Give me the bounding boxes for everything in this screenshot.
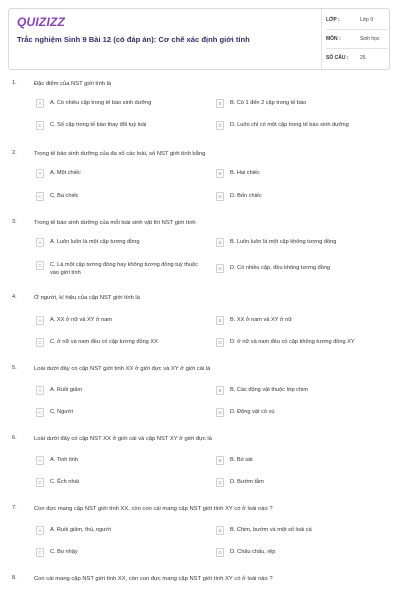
- option-letter-box: C: [36, 121, 44, 130]
- option-text: B. Luôn luôn là một cặp không tương đồng: [230, 239, 337, 245]
- option-text: C. Ba chiếc: [50, 193, 79, 199]
- question-number: 8.: [12, 575, 17, 581]
- question-text: Loài dưới đây có cặp NST giới tính XX ở giới đực và XY ở giới cái là: [34, 366, 211, 372]
- option-text: D. Luôn chỉ có một cặp trong tế bào sinh dưỡng: [230, 122, 349, 128]
- option-text: A. Ruồi giấm, thú, người: [50, 527, 111, 533]
- option-text: B. Có 1 đến 2 cặp trong tế bào: [230, 100, 307, 106]
- question-number: 4.: [12, 294, 17, 300]
- option-letter-box: B: [216, 316, 224, 325]
- option-letter-box: C: [36, 338, 44, 347]
- question-number: 2.: [12, 150, 17, 156]
- meta-row-class: [326, 11, 388, 30]
- option-letter-box: B: [216, 386, 224, 395]
- option-letter-box: C: [36, 192, 44, 201]
- option-letter-box: A: [36, 238, 44, 247]
- option-text: A. Luôn luôn là một cặp tương đồng: [50, 239, 140, 245]
- option-letter-box: B: [216, 456, 224, 465]
- question-text: Đặc điểm của NST giới tính là: [34, 81, 112, 87]
- question-text: Con cái mang cặp NST giới tính XX, còn con đực mang cặp NST giới tính XY có ở loài nào ?: [34, 576, 273, 582]
- option-letter-box: D: [216, 478, 224, 487]
- option-text: A. Ruồi giấm: [50, 387, 83, 393]
- option-text: A. Tinh tinh: [50, 457, 78, 463]
- option-text: D. Bướm tằm: [230, 479, 264, 485]
- option-letter-box: C: [36, 261, 44, 270]
- option-letter-box: C: [36, 548, 44, 557]
- question-number: 6.: [12, 435, 17, 441]
- question-number: 3.: [12, 219, 17, 225]
- worksheet-header: [8, 8, 390, 70]
- option-letter-box: C: [36, 408, 44, 417]
- meta-label: MÔN :: [326, 36, 341, 42]
- option-letter-box: D: [216, 338, 224, 347]
- option-text: D. Có nhiều cặp, đều không tương đồng: [230, 265, 331, 271]
- option-text: A. XX ở nữ và XY ở nam: [50, 317, 112, 323]
- option-letter-box: D: [216, 548, 224, 557]
- option-letter-box: C: [36, 478, 44, 487]
- meta-divider: [321, 9, 322, 69]
- meta-value: Sinh học: [360, 36, 380, 42]
- question-text: Loài dưới đây có cặp NST XX ở giới cái và cặp NST XY ở giới đực là: [34, 436, 212, 442]
- question-text: Ở người, kí hiệu của cặp NST giới tính là: [34, 295, 140, 301]
- meta-row-count: [326, 49, 388, 67]
- document-title: Trắc nghiệm Sinh 9 Bài 12 (có đáp án): Cơ chế xác định giới tính: [17, 35, 250, 44]
- question-text: Trong tế bào sinh dưỡng của đa số các loài, số NST giới tính bằng: [34, 151, 206, 157]
- question-number: 1.: [12, 80, 17, 86]
- option-letter-box: D: [216, 121, 224, 130]
- quizizz-logo: QUIZIZZ: [17, 15, 66, 29]
- option-text: D. Bốn chiếc: [230, 193, 262, 199]
- option-letter-box: B: [216, 169, 224, 178]
- option-letter-box: A: [36, 316, 44, 325]
- option-text: B. Chim, bướm và một số loài cá: [230, 527, 312, 533]
- option-letter-box: A: [36, 386, 44, 395]
- meta-label: SỐ CÂU :: [326, 55, 349, 61]
- option-letter-box: A: [36, 169, 44, 178]
- option-text: C. ở nữ và nam đều có cặp tương đồng XX: [50, 339, 158, 345]
- option-letter-box: B: [216, 526, 224, 535]
- meta-value: 25: [360, 55, 366, 61]
- option-text: C. Bọ nhậy: [50, 549, 78, 555]
- option-letter-box: D: [216, 408, 224, 417]
- question-text: Trong tế bào sinh dưỡng của mỗi loài sinh vật thì NST giới tính: [34, 220, 196, 226]
- meta-row-subject: [326, 30, 388, 49]
- option-text: C. Người: [50, 409, 73, 415]
- option-text: C. Ếch nhái: [50, 479, 79, 485]
- option-text: D. ở nữ và nam đều có cặp không tương đồng XY: [230, 339, 355, 345]
- question-number: 5.: [12, 365, 17, 371]
- option-text: D. Châu chấu, rệp: [230, 549, 276, 555]
- option-letter-box: D: [216, 192, 224, 201]
- option-letter-box: A: [36, 99, 44, 108]
- option-text: D. Động vật có vú: [230, 409, 275, 415]
- meta-value: Lớp 9: [360, 17, 374, 23]
- option-letter-box: D: [216, 264, 224, 273]
- option-letter-box: A: [36, 526, 44, 535]
- option-letter-box: B: [216, 238, 224, 247]
- option-letter-box: B: [216, 99, 224, 108]
- option-text: B. XX ở nam và XY ở nữ: [230, 317, 292, 323]
- option-text: A. Một chiếc: [50, 170, 81, 176]
- question-number: 7.: [12, 505, 17, 511]
- option-letter-box: A: [36, 456, 44, 465]
- option-text: A. Có nhiều cặp trong tế bào sinh dưỡng: [50, 100, 152, 106]
- option-text: C. Số cặp trong tế bào thay đổi tuỳ loài: [50, 122, 147, 128]
- meta-label: LỚP :: [326, 17, 340, 23]
- option-text: B. Các động vật thuộc lớp chim: [230, 387, 308, 393]
- option-text: C. Là một cặp tương đồng hay không tương đồng tuỳ thuộc vào giới tính: [50, 262, 198, 276]
- option-text: B. Hai chiếc: [230, 170, 260, 176]
- option-text: B. Bò sát: [230, 457, 253, 463]
- question-text: Con đực mang cặp NST giới tính XX, còn con cái mang cặp NST giới tính XY có ở loài nào ?: [34, 506, 273, 512]
